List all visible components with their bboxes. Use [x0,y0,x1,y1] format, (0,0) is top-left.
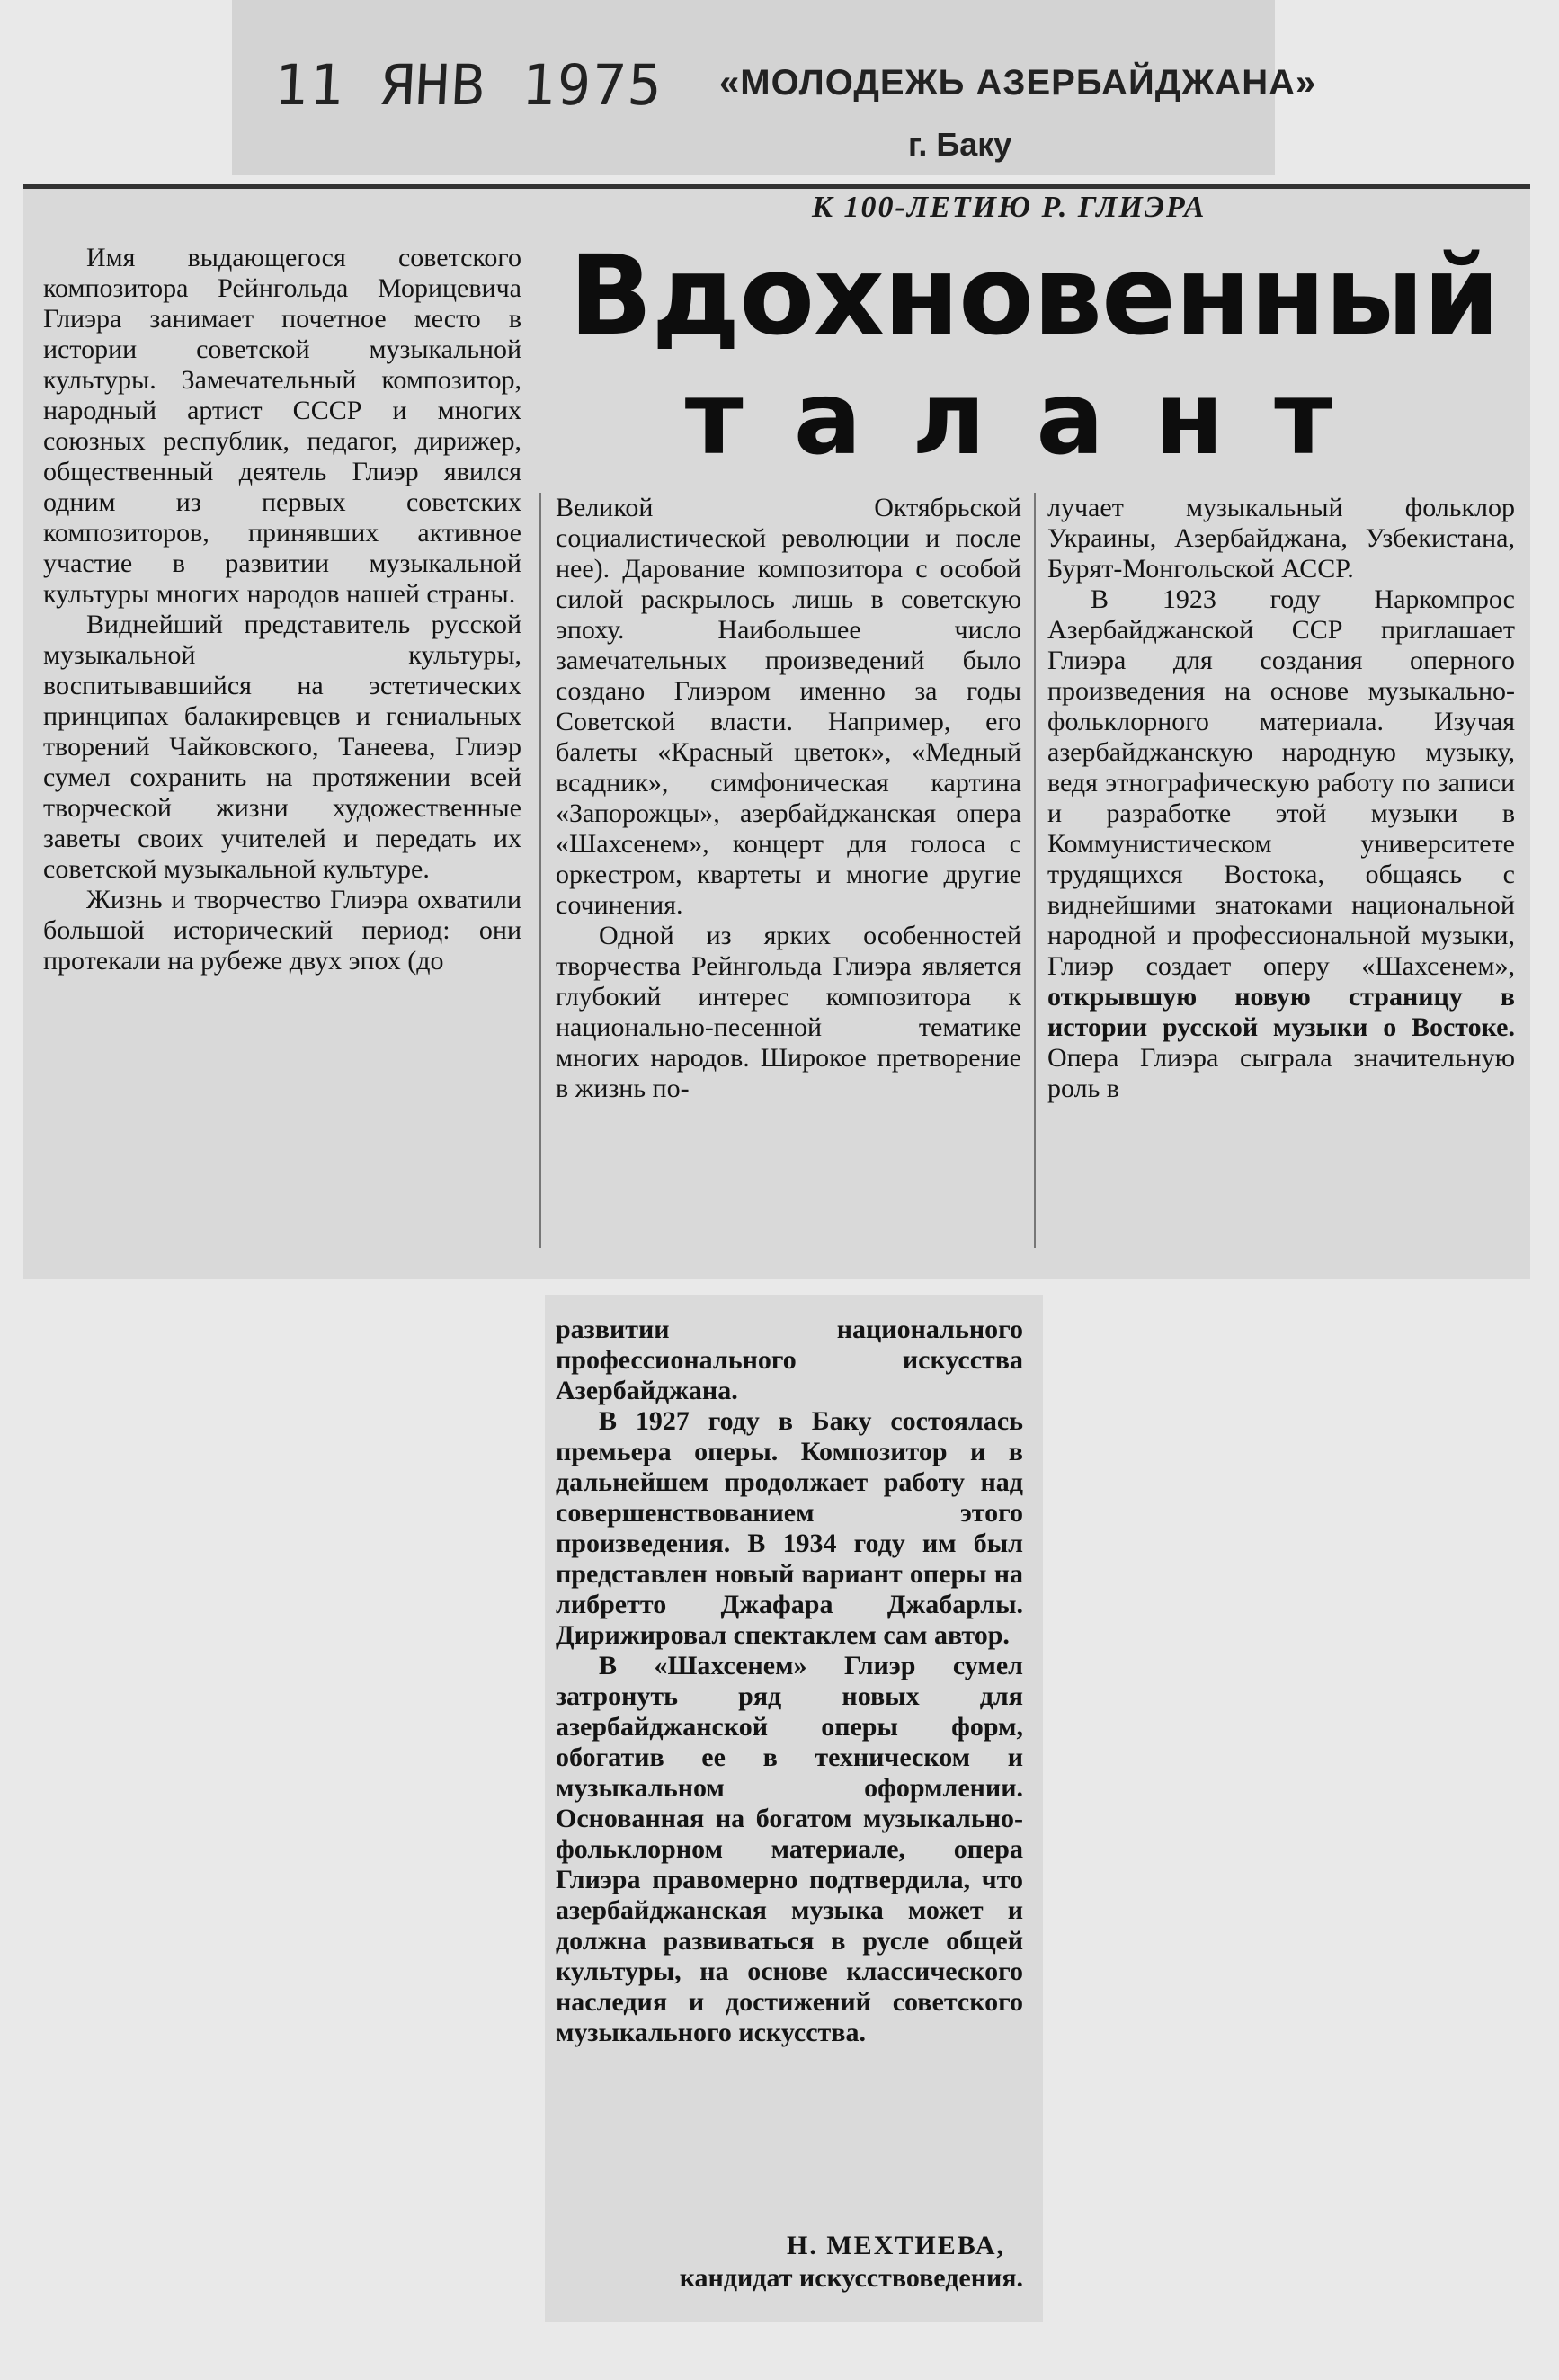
article-headline [539,232,1528,477]
paragraph: развитии национального профессионального искусства Азербайджана. [556,1315,1023,1405]
paragraph-text: Опера Глиэра сыграла значительную роль в [1047,1043,1515,1103]
column-divider [1034,493,1036,1248]
stamp-city: г. Баку [908,126,1012,163]
stamp-date: 11 ЯНВ 1975 [272,52,665,118]
paragraph: лучает музыкальный фольклор Украины, Азербайджана, Узбекистана, Бурят-Монгольской АССР. [1047,493,1515,584]
paragraph: Одной из ярких особенностей творчества Рейнгольда Глиэра является глубокий интерес композитора к национально-песенной тематике многих народов. Широкое претворение в жизнь по- [556,921,1021,1103]
paragraph-emphasis: открывшую новую страницу в истории русской музыки о Востоке. [1047,982,1515,1042]
article-column-1 [43,243,521,976]
article-column-3 [1047,493,1515,1104]
article-rubric: К 100-ЛЕТИЮ Р. ГЛИЭРА [812,191,1207,224]
author-signature [556,2230,1023,2295]
headline-line-2: талант [684,361,1384,477]
author-title: кандидат искусствоведения. [679,2263,1023,2293]
paragraph: В «Шахсенем» Глиэр сумел затронуть ряд новых для азербайджанской оперы форм, обогатив ее в техническом и музыкальном оформлении. Основанная на богатом музыкально-фольклорном материале, опера Глиэра правомерно подтвердила, что азербайджанская музыка может и должна развиваться в русле общей культуры, на основе классического наследия и достижений советского музыкального искусства. [556,1651,1023,2047]
paragraph-text: В 1923 году Наркомпрос Азербайджанской ССР приглашает Глиэра для создания оперного произведения на основе музыкально-фольклорного материала. Изучая азербайджанскую народную музыку, ведя этнографическую работу по записи и разработке этой музыки в Коммунистическом университете трудящихся Востока, общаясь с виднейшими знатоками национальной народной и профессиональной музыки, Глиэр создает оперу «Шахсенем», [1047,584,1515,981]
paragraph: Жизнь и творчество Глиэра охватили большой исторический период: они протекали на рубеже двух эпох (до [43,885,521,976]
paragraph: Великой Октябрьской социалистической революции и после нее). Дарование композитора с особой силой раскрылось лишь в советскую эпоху. Наибольшее число замечательных произведений было создано Глиэром именно за годы Советской власти. Например, его балеты «Красный цветок», «Медный всадник», симфоническая картина «Запорожцы», азербайджанская опера «Шахсенем», концерт для голоса с оркестром, квартеты и многие другие сочинения. [556,493,1021,920]
headline-line-1: Вдохновенный [568,232,1500,360]
author-name: Н. МЕХТИЕВА, [787,2231,1005,2260]
stamp-newspaper: «МОЛОДЕЖЬ АЗЕРБАЙДЖАНА» [719,63,1317,103]
paragraph: Имя выдающегося советского композитора Рейнгольда Морицевича Глиэра занимает почетное место в истории советской музыкальной культуры. Замечательный композитор, народный артист СССР и многих союзных республик, педагог, дирижер, общественный деятель Глиэр явился одним из первых советских композиторов, принявших активное участие в развитии музыкальной культуры многих народов нашей страны. [43,243,521,609]
paragraph: Виднейший представитель русской музыкальной культуры, воспитывавшийся на эстетических принципах балакиревцев и гениальных творений Чайковского, Танеева, Глиэр сумел сохранить на протяжении всей творческой жизни художественные заветы своих учителей и передать их советской музыкальной культуре. [43,610,521,884]
column-divider [539,493,541,1248]
paragraph [1047,584,1515,1104]
paragraph: В 1927 году в Баку состоялась премьера оперы. Композитор и в дальнейшем продолжает работу над совершенствованием этого произведения. В 1934 году им был представлен новый вариант оперы на либретто Джафара Джабарлы. Дирижировал спектаклем сам автор. [556,1406,1023,1650]
article-column-4 [556,1315,1023,2048]
article-column-2 [556,493,1021,1104]
